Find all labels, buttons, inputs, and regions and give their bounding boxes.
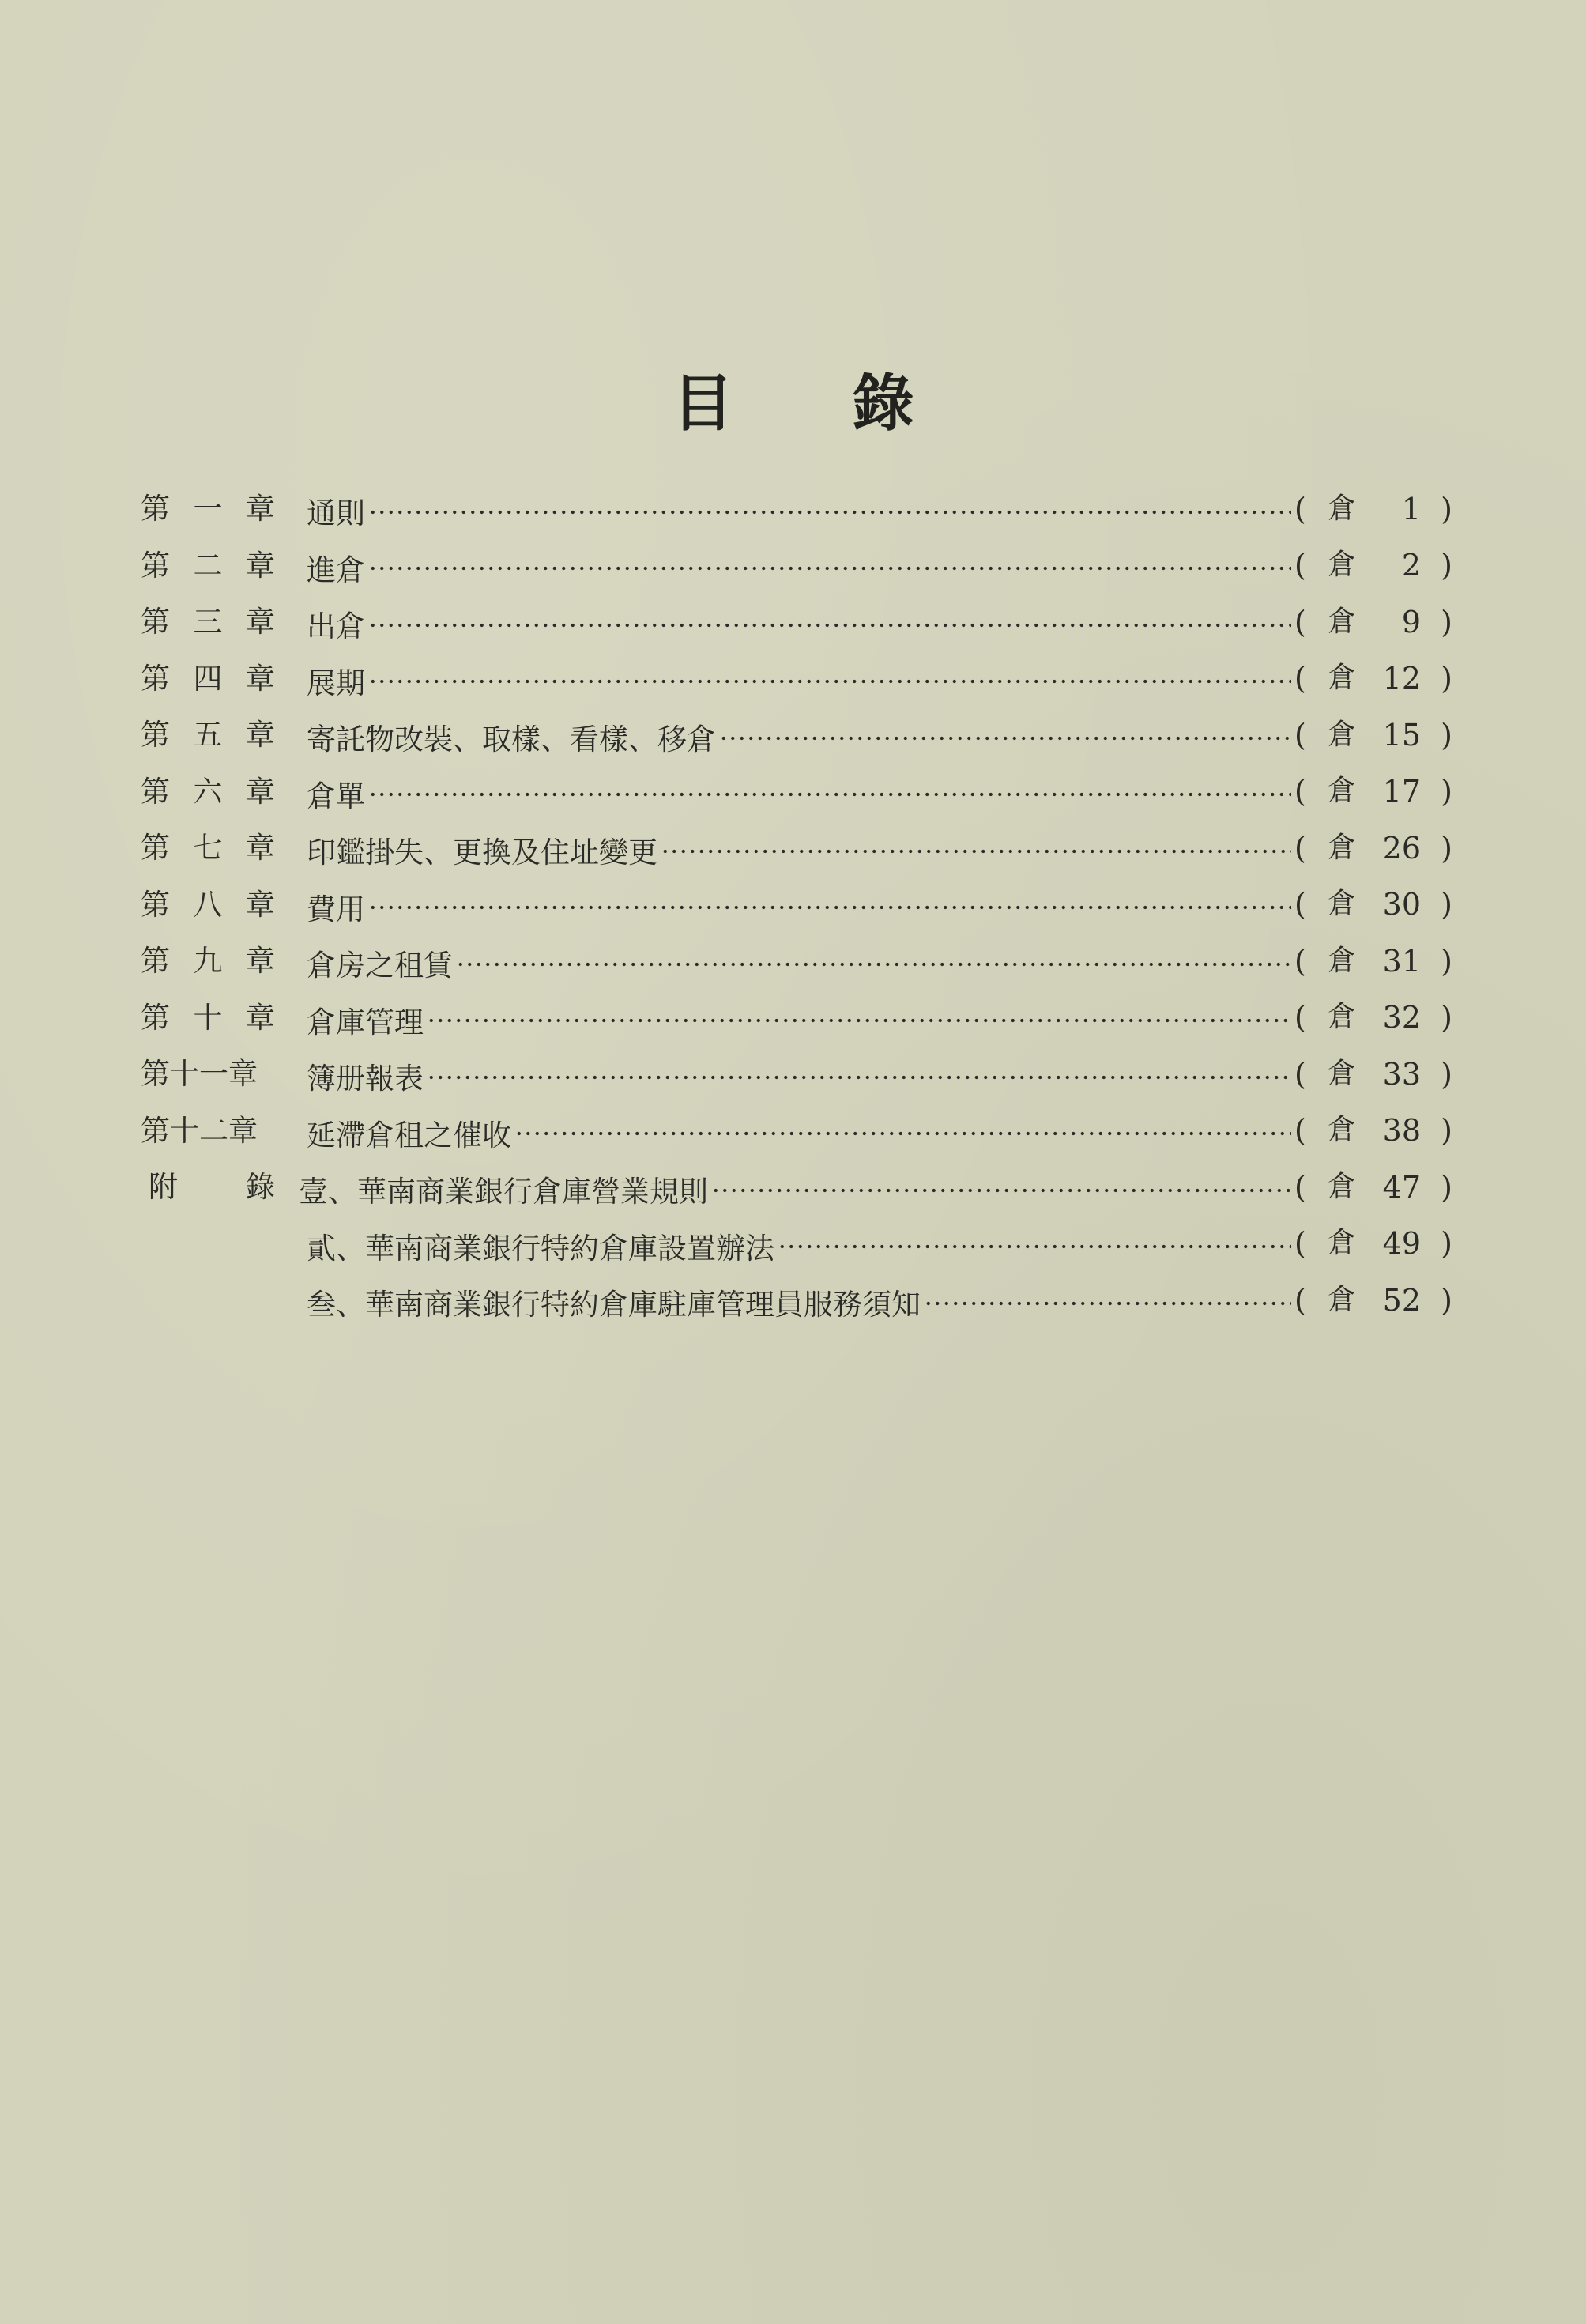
paren-open: ( — [1294, 1169, 1306, 1205]
paren-close: ) — [1441, 1169, 1452, 1205]
chapter-label-part: 章 — [246, 661, 275, 696]
paren-close: ) — [1441, 717, 1452, 753]
dot-leader — [456, 962, 1291, 967]
chapter-label-part: 章 — [246, 887, 275, 922]
chapter-label-part: 十 — [193, 1000, 223, 1035]
toc-entry[interactable] — [141, 820, 1452, 877]
entry-title: 展期 — [307, 666, 365, 700]
dot-leader — [711, 1188, 1291, 1193]
page-number: 30 — [1382, 887, 1421, 922]
chapter-label-part: 章 — [246, 492, 275, 526]
page-title — [0, 354, 1586, 443]
toc-entry[interactable] — [141, 651, 1452, 707]
page-prefix: 倉 — [1327, 492, 1356, 525]
page-prefix: 倉 — [1327, 662, 1356, 695]
dot-leader — [368, 566, 1291, 571]
paren-open: ( — [1294, 887, 1306, 922]
paren-open: ( — [1294, 943, 1306, 979]
paren-open: ( — [1294, 1000, 1306, 1036]
page-number: 26 — [1382, 830, 1421, 866]
toc-entry[interactable] — [141, 1046, 1452, 1103]
chapter-label-part: 第 — [141, 887, 170, 922]
dot-leader — [368, 905, 1291, 910]
dot-leader — [368, 623, 1291, 628]
page-prefix: 倉 — [1327, 718, 1356, 751]
chapter-label — [141, 1057, 275, 1092]
entry-title: 倉單 — [307, 779, 365, 813]
paren-open: ( — [1294, 1282, 1306, 1318]
paren-close: ) — [1441, 1282, 1452, 1318]
chapter-label-part: 第 — [141, 1000, 170, 1035]
chapter-label-part: 一 — [193, 492, 223, 526]
entry-title: 延滯倉租之催收 — [307, 1118, 511, 1153]
page-reference — [1294, 661, 1452, 696]
page-number: 2 — [1401, 548, 1421, 583]
chapter-label — [141, 718, 275, 753]
entry-title: 進倉 — [307, 553, 365, 587]
chapter-label — [141, 1170, 275, 1205]
toc-entry[interactable] — [141, 1103, 1452, 1160]
chapter-label-part: 五 — [193, 718, 223, 753]
paren-close: ) — [1441, 661, 1452, 696]
page-prefix: 倉 — [1327, 1170, 1356, 1203]
chapter-label-part: 九 — [193, 944, 223, 979]
chapter-label — [141, 548, 275, 583]
dot-leader — [368, 510, 1291, 515]
page-reference — [1294, 943, 1452, 979]
page-reference — [1294, 491, 1452, 526]
chapter-label — [141, 1113, 275, 1148]
paren-close: ) — [1441, 1000, 1452, 1036]
chapter-label-part: 三 — [193, 605, 223, 639]
page-reference — [1294, 774, 1452, 809]
page-prefix: 倉 — [1327, 1283, 1356, 1316]
page-number: 38 — [1382, 1113, 1421, 1149]
entry-title: 倉房之租賃 — [307, 949, 453, 983]
entry-title: 簿册報表 — [307, 1062, 424, 1096]
page-number: 17 — [1382, 774, 1421, 809]
chapter-label-part: 章 — [246, 774, 275, 809]
toc-entry[interactable] — [141, 990, 1452, 1047]
entry-title: 費用 — [307, 892, 365, 926]
chapter-label-part: 八 — [193, 887, 223, 922]
paren-close: ) — [1441, 548, 1452, 583]
chapter-label-part: 四 — [193, 661, 223, 696]
paren-open: ( — [1294, 1226, 1306, 1262]
chapter-label-part: 第十二章 — [141, 1113, 258, 1148]
toc-entry-appendix[interactable] — [141, 1216, 1452, 1273]
page-number: 33 — [1382, 1056, 1421, 1092]
chapter-label-part: 章 — [246, 831, 275, 866]
paren-open: ( — [1294, 717, 1306, 753]
paren-open: ( — [1294, 661, 1306, 696]
entry-title: 壹、華南商業銀行倉庫營業規則 — [299, 1175, 708, 1209]
paren-close: ) — [1441, 830, 1452, 866]
paren-close: ) — [1441, 491, 1452, 526]
page-number: 32 — [1382, 1000, 1421, 1036]
page-number: 49 — [1382, 1226, 1421, 1262]
page-reference — [1294, 1113, 1452, 1149]
chapter-label — [141, 661, 275, 696]
dot-leader — [924, 1301, 1291, 1306]
page-number: 1 — [1401, 491, 1421, 526]
chapter-label-part: 章 — [246, 1000, 275, 1035]
table-of-contents — [141, 481, 1452, 1329]
paren-close: ) — [1441, 943, 1452, 979]
toc-entry[interactable] — [141, 538, 1452, 594]
chapter-label-part: 附 — [149, 1170, 178, 1205]
page-reference — [1294, 1056, 1452, 1092]
chapter-label — [141, 605, 275, 639]
dot-leader — [427, 1075, 1291, 1080]
page-reference — [1294, 830, 1452, 866]
chapter-label-part: 章 — [246, 944, 275, 979]
page-reference — [1294, 1282, 1452, 1318]
dot-leader — [368, 679, 1291, 684]
paren-open: ( — [1294, 774, 1306, 809]
page-prefix: 倉 — [1327, 605, 1356, 638]
paren-close: ) — [1441, 887, 1452, 922]
paren-open: ( — [1294, 830, 1306, 866]
page-prefix: 倉 — [1327, 1001, 1356, 1034]
page-number: 31 — [1382, 943, 1421, 979]
page-reference — [1294, 1000, 1452, 1036]
chapter-label — [141, 492, 275, 526]
paren-open: ( — [1294, 548, 1306, 583]
page-number: 47 — [1382, 1169, 1421, 1205]
chapter-label-part: 第 — [141, 831, 170, 866]
chapter-label-part: 章 — [246, 718, 275, 753]
chapter-label-part: 第 — [141, 548, 170, 583]
toc-entry-appendix[interactable] — [141, 1159, 1452, 1216]
page-reference — [1294, 548, 1452, 583]
page-prefix: 倉 — [1327, 888, 1356, 921]
page-prefix: 倉 — [1327, 1057, 1356, 1090]
title-char-1: 目 — [672, 368, 734, 440]
toc-entry[interactable] — [141, 764, 1452, 821]
entry-title: 通則 — [307, 496, 365, 531]
paren-close: ) — [1441, 1226, 1452, 1262]
page-reference — [1294, 604, 1452, 639]
paren-open: ( — [1294, 1056, 1306, 1092]
chapter-label-part: 第 — [141, 661, 170, 696]
chapter-label-part: 章 — [246, 548, 275, 583]
paren-open: ( — [1294, 491, 1306, 526]
chapter-label-part: 第 — [141, 718, 170, 753]
entry-title: 貳、華南商業銀行特約倉庫設置辦法 — [307, 1231, 774, 1266]
chapter-label-part: 六 — [193, 774, 223, 809]
dot-leader — [514, 1131, 1291, 1136]
chapter-label — [141, 831, 275, 866]
chapter-label-part: 第 — [141, 492, 170, 526]
dot-leader — [368, 792, 1291, 797]
page-prefix: 倉 — [1327, 1227, 1356, 1260]
paren-close: ) — [1441, 1113, 1452, 1149]
page-reference — [1294, 1226, 1452, 1262]
chapter-label-part: 第 — [141, 774, 170, 809]
page-prefix: 倉 — [1327, 1114, 1356, 1147]
toc-entry[interactable] — [141, 594, 1452, 651]
entry-title: 寄託物改裝、取樣、看樣、移倉 — [307, 722, 716, 757]
paren-close: ) — [1441, 774, 1452, 809]
chapter-label — [141, 1000, 275, 1035]
paren-close: ) — [1441, 604, 1452, 639]
chapter-label — [141, 774, 275, 809]
entry-title: 出倉 — [307, 609, 365, 644]
chapter-label — [141, 887, 275, 922]
page-number: 12 — [1382, 661, 1421, 696]
page-number: 52 — [1382, 1282, 1421, 1318]
chapter-label-part: 第十一章 — [141, 1057, 258, 1092]
dot-leader — [719, 736, 1291, 741]
toc-entry-appendix[interactable] — [141, 1272, 1452, 1329]
page-prefix: 倉 — [1327, 831, 1356, 864]
page-number: 15 — [1382, 717, 1421, 753]
entry-title: 叁、華南商業銀行特約倉庫駐庫管理員服務須知 — [307, 1288, 921, 1322]
chapter-label-part: 七 — [193, 831, 223, 866]
chapter-label-part: 錄 — [246, 1170, 275, 1205]
toc-entry[interactable] — [141, 877, 1452, 934]
dot-leader — [661, 849, 1291, 854]
paren-close: ) — [1441, 1056, 1452, 1092]
paren-open: ( — [1294, 604, 1306, 639]
dot-leader — [427, 1018, 1291, 1023]
page-prefix: 倉 — [1327, 944, 1356, 977]
chapter-label — [141, 944, 275, 979]
toc-entry[interactable] — [141, 707, 1452, 764]
paren-open: ( — [1294, 1113, 1306, 1149]
dot-leader — [778, 1244, 1291, 1249]
toc-entry[interactable] — [141, 933, 1452, 990]
chapter-label-part: 章 — [246, 605, 275, 639]
page-reference — [1294, 887, 1452, 922]
chapter-label-part: 二 — [193, 548, 223, 583]
page-prefix: 倉 — [1327, 549, 1356, 582]
chapter-label-part: 第 — [141, 605, 170, 639]
title-char-2: 錄 — [852, 368, 914, 440]
page-number: 9 — [1401, 604, 1421, 639]
page-prefix: 倉 — [1327, 775, 1356, 808]
toc-entry[interactable] — [141, 481, 1452, 538]
page-reference — [1294, 717, 1452, 753]
page-reference — [1294, 1169, 1452, 1205]
entry-title: 倉庫管理 — [307, 1005, 424, 1039]
chapter-label-part: 第 — [141, 944, 170, 979]
entry-title: 印鑑掛失、更換及住址變更 — [307, 836, 657, 870]
